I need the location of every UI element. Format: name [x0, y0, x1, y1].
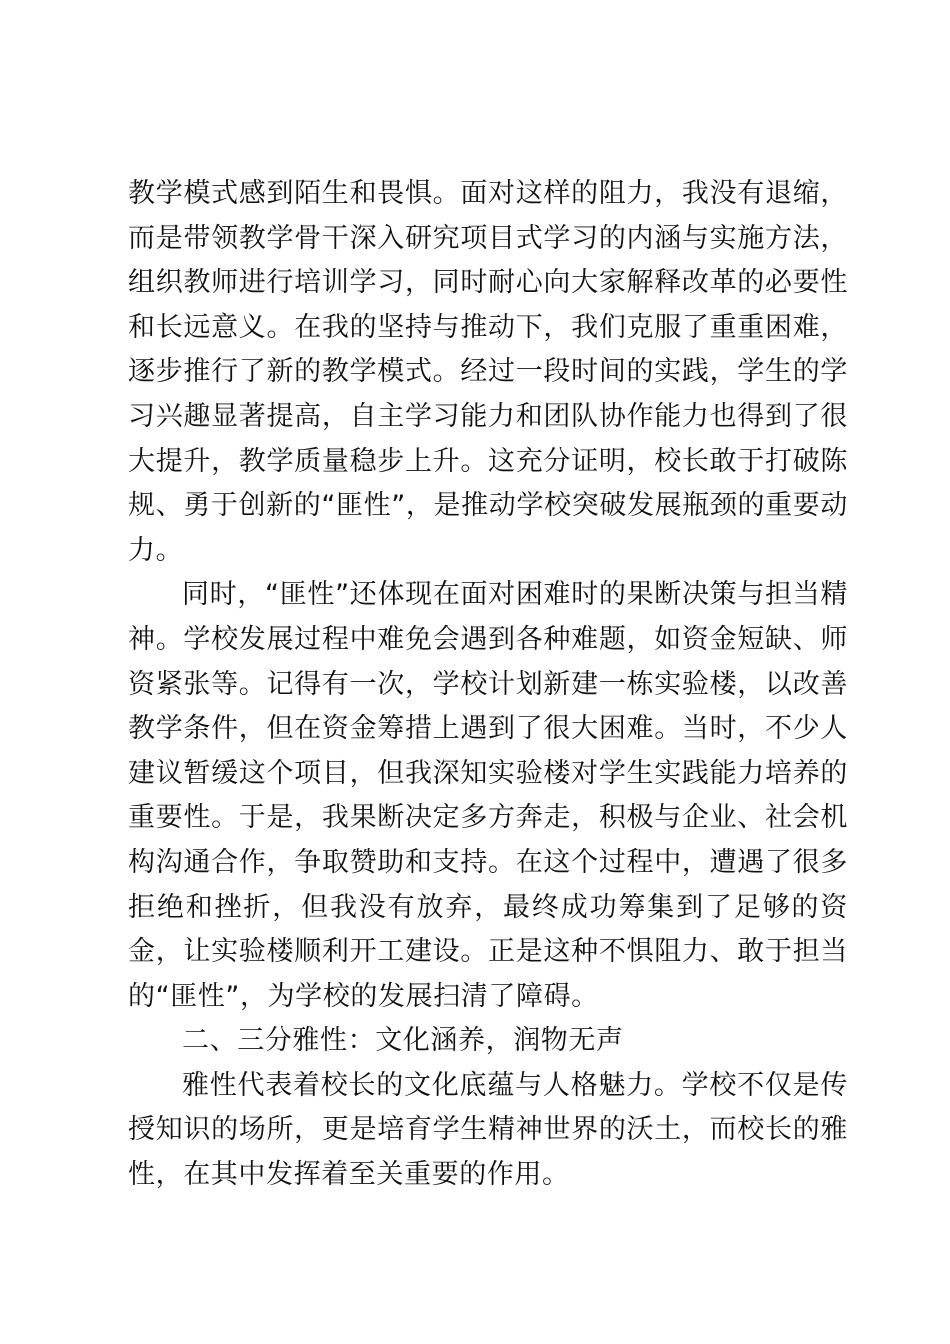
paragraph-1: 教学模式感到陌生和畏惧。面对这样的阻力，我没有退缩，而是带领教学骨干深入研究项目式学习的内涵与实施方法，组织教师进行培训学习，同时耐心向大家解释改革的必要性和长远意义。在我的坚持与推动下，我们克服了重重困难，逐步推行了新的教学模式。经过一段时间的实践，学生的学习兴趣显著提高，自主学习能力和团队协作能力也得到了很大提升，教学质量稳步上升。这充分证明，校长敢于打破陈规、勇于创新的“匪性”，是推动学校突破发展瓶颈的重要动力。 — [128, 178, 848, 566]
section-heading: 二、三分雅性：文化涵养，润物无声 — [182, 1025, 624, 1057]
paragraph-3: 雅性代表着校长的文化底蕴与人格魅力。学校不仅是传授知识的场所，更是培育学生精神世界的沃土，而校长的雅性，在其中发挥着至关重要的作用。 — [128, 1069, 848, 1191]
paragraph-2: 同时，“匪性”还体现在面对困难时的果断决策与担当精神。学校发展过程中难免会遇到各种难题，如资金短缺、师资紧张等。记得有一次，学校计划新建一栋实验楼，以改善教学条件，但在资金筹措上遇到了很大困难。当时，不少人建议暂缓这个项目，但我深知实验楼对学生实践能力培养的重要性。于是，我果断决定多方奔走，积极与企业、社会机构沟通合作，争取赞助和支持。在这个过程中，遭遇了很多拒绝和挫折，但我没有放弃，最终成功筹集到了足够的资金，让实验楼顺利开工建设。正是这种不惧阻力、敢于担当的“匪性”，为学校的发展扫清了障碍。 — [128, 579, 848, 1012]
document-body — [128, 172, 848, 1198]
